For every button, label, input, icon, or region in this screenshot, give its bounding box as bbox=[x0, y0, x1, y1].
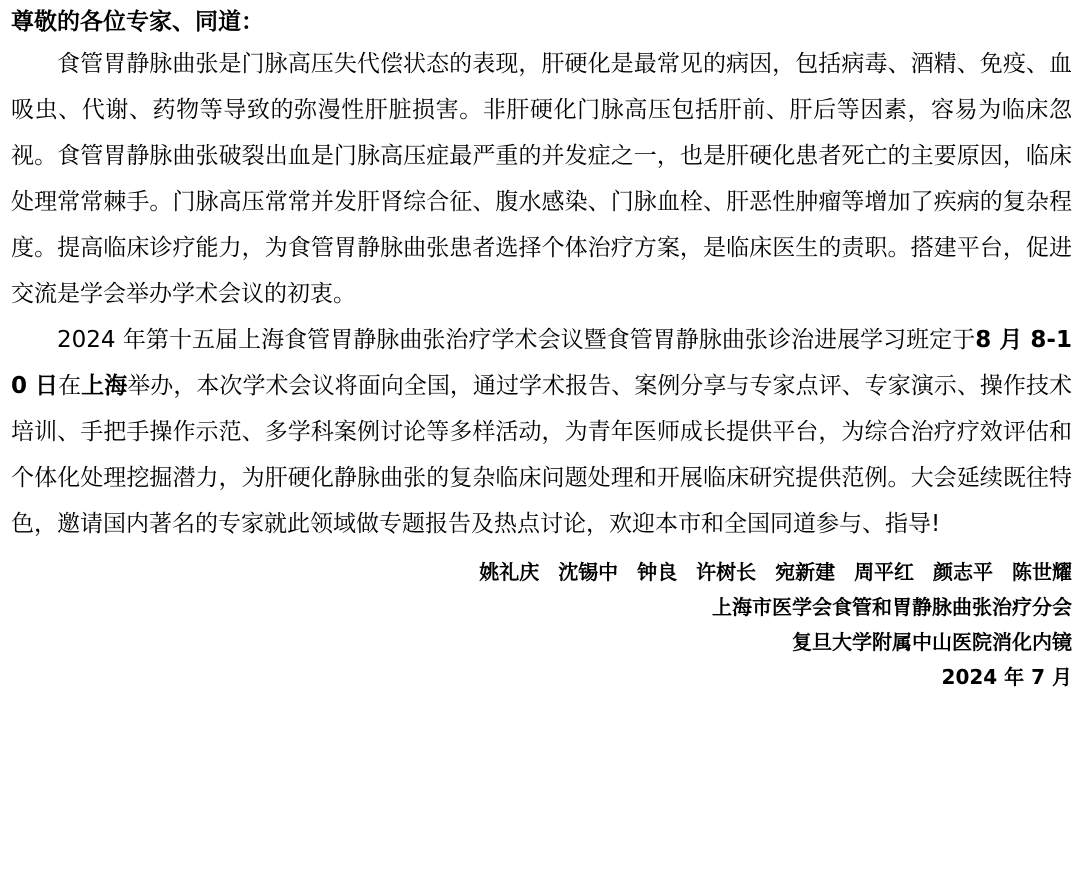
organization-society: 上海市医学会食管和胃静脉曲张治疗分会 bbox=[712, 595, 1072, 619]
signatory-name: 沈锡中 bbox=[558, 560, 619, 584]
signatory-name: 周平红 bbox=[854, 560, 915, 584]
paragraph-background: 食管胃静脉曲张是门脉高压失代偿状态的表现，肝硬化是最常见的病因，包括病毒、酒精、免疫、血吸虫、代谢、药物等导致的弥漫性肝脏损害。非肝硬化门脉高压包括肝前、肝后等因素，容易为临床忽视。食管胃静脉曲张破裂出血是门脉高压症最严重的并发症之一，也是肝硬化患者死亡的主要原因，临床处理常常棘手。门脉高压常常并发肝肾综合征、腹水感染、门脉血栓、肝恶性肿瘤等增加了疾病的复杂程度。提高临床诊疗能力，为食管胃静脉曲张患者选择个体治疗方案，是临床医生的责职。搭建平台，促进交流是学会举办学术会议的初衷。 bbox=[11, 51, 1072, 307]
signatory-name: 陈世耀 bbox=[1012, 560, 1072, 584]
salutation: 尊敬的各位专家、同道： bbox=[11, 9, 264, 35]
conference-intro: 2024 年第十五届上海食管胃静脉曲张治疗学术会议暨食管胃静脉曲张诊治进展学习班定于 bbox=[57, 327, 976, 353]
paragraph-conference bbox=[11, 317, 1072, 547]
signatory-names bbox=[11, 555, 1072, 590]
signatory-name: 宛新建 bbox=[775, 560, 836, 584]
letter-date: 2024 年 7 月 bbox=[941, 665, 1072, 689]
signatory-name: 许树长 bbox=[696, 560, 757, 584]
conference-date: 8 月 8-10 日 bbox=[11, 327, 1072, 399]
conference-place: 上海 bbox=[81, 373, 128, 399]
signatory-name: 钟良 bbox=[637, 560, 678, 584]
signatory-name: 颜志平 bbox=[933, 560, 994, 584]
organization-hospital: 复旦大学附属中山医院消化内镜 bbox=[792, 630, 1072, 654]
conference-details: 举办，本次学术会议将面向全国，通过学术报告、案例分享与专家点评、专家演示、操作技术培训、手把手操作示范、多学科案例讨论等多样活动，为青年医师成长提供平台，为综合治疗疗效评估和个体化处理挖掘潜力，为肝硬化静脉曲张的复杂临床问题处理和开展临床研究提供范例。大会延续既往特色，邀请国内著名的专家就此领域做专题报告及热点讨论，欢迎本市和全国同道参与、指导! bbox=[11, 373, 1073, 537]
conference-mid: 在 bbox=[58, 373, 82, 399]
signature-block bbox=[11, 555, 1072, 695]
signatory-name: 姚礼庆 bbox=[479, 560, 540, 584]
